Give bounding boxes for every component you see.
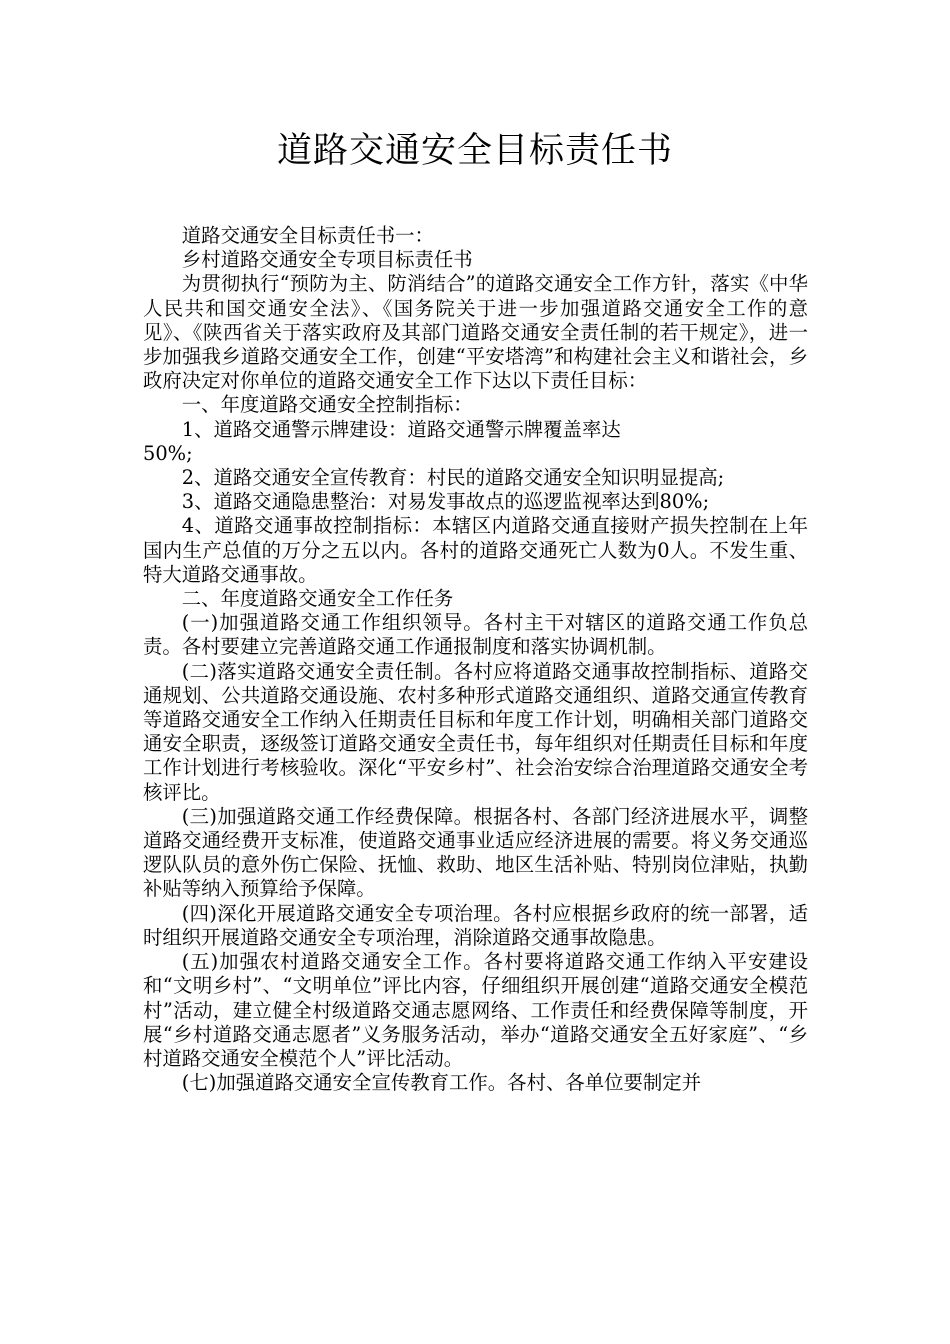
indicator-item-4: 4、道路交通事故控制指标：本辖区内道路交通直接财产损失控制在上年国内生产总值的万分之五以内。各村的道路交通死亡人数为0人。不发生重、特大道路交通事故。	[143, 514, 808, 586]
task-item-3: (三)加强道路交通工作经费保障。根据各村、各部门经济进展水平，调整道路交通经费开支标准，使道路交通事业适应经济进展的需要。将义务交通巡逻队队员的意外伤亡保险、抚恤、救助、地区生活补贴、特别岗位津贴，执勤补贴等纳入预算给予保障。	[143, 804, 808, 901]
indicator-item-3: 3、道路交通隐患整治：对易发事故点的巡逻监视率达到80%;	[181, 490, 710, 514]
task-item-2: (二)落实道路交通安全责任制。各村应将道路交通事故控制指标、道路交通规划、公共道路交通设施、农村多种形式道路交通组织、道路交通宣传教育等道路交通安全工作纳入任期责任目标和年度工作计划，明确相关部门道路交通安全职责，逐级签订道路交通安全责任书，每年组织对任期责任目标和年度工作计划进行考核验收。深化“平安乡村”、社会治安综合治理道路交通安全考核评比。	[143, 659, 808, 804]
task-item-5: (五)加强农村道路交通安全工作。各村要将道路交通工作纳入平安建设和“文明乡村”、“文明单位”评比内容，仔细组织开展创建“道路交通安全模范村”活动，建立健全村级道路交通志愿网络、工作责任和经费保障等制度，开展“乡村道路交通志愿者”义务服务活动，举办“道路交通安全五好家庭”、“乡村道路交通安全模范个人”评比活动。	[143, 950, 808, 1070]
document-title: 道路交通安全目标责任书	[276, 131, 673, 171]
task-item-7: (七)加强道路交通安全宣传教育工作。各村、各单位要制定并	[181, 1071, 702, 1095]
indicator-item-1-continued: 50%;	[143, 441, 193, 465]
paragraph-subtitle: 乡村道路交通安全专项目标责任书	[181, 248, 473, 272]
paragraph-heading: 道路交通安全目标责任书一：	[181, 224, 434, 247]
task-item-4: (四)深化开展道路交通安全专项治理。各村应根据乡政府的统一部署，适时组织开展道路交通安全专项治理，消除道路交通事故隐患。	[143, 901, 808, 949]
paragraph-intro: 为贯彻执行“预防为主、防消结合”的道路交通安全工作方针，落实《中华人民共和国交通安全法》、《国务院关于进一步加强道路交通安全工作的意见》、《陕西省关于落实政府及其部门道路交通安全责任制的若干规定》，进一步加强我乡道路交通安全工作，创建“平安塔湾”和构建社会主义和谐社会，乡政府决定对你单位的道路交通安全工作下达以下责任目标：	[143, 272, 808, 393]
section-heading-control-indicators: 一、年度道路交通安全控制指标：	[181, 393, 473, 417]
task-item-1: (一)加强道路交通工作组织领导。各村主干对辖区的道路交通工作负总责。各村要建立完善道路交通工作通报制度和落实协调机制。	[143, 611, 808, 659]
section-heading-work-tasks: 二、年度道路交通安全工作任务	[181, 587, 454, 611]
indicator-item-1: 1、道路交通警示牌建设：道路交通警示牌覆盖率达	[181, 417, 621, 441]
indicator-item-2: 2、道路交通安全宣传教育：村民的道路交通安全知识明显提高;	[181, 466, 725, 490]
document-body	[143, 224, 808, 1095]
